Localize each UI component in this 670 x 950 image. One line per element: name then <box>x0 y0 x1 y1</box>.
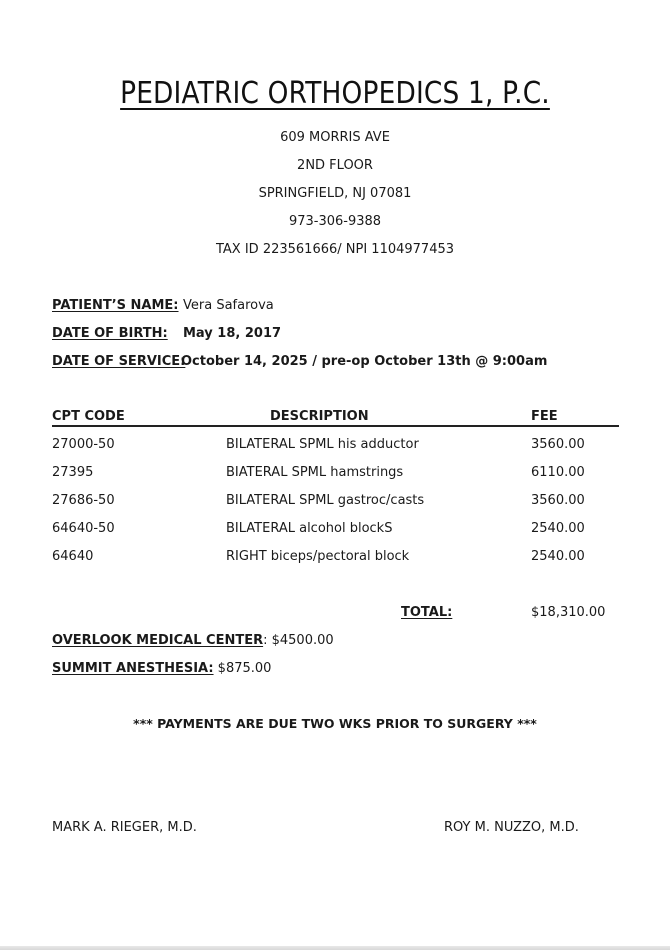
description: BILATERAL alcohol blockS <box>226 521 393 536</box>
overlook-charge <box>52 633 334 648</box>
practice-name-title: PEDIATRIC ORTHOPEDICS 1, P.C. <box>120 76 550 111</box>
patient-name-value: Vera Safarova <box>183 298 274 313</box>
cpt-code: 27000-50 <box>52 437 115 452</box>
total-value: $18,310.00 <box>531 605 606 620</box>
column-header-fee: FEE <box>531 409 558 424</box>
patient-name-label: PATIENT’S NAME: <box>52 298 179 313</box>
address-floor: 2ND FLOOR <box>297 158 373 173</box>
address-street: 609 MORRIS AVE <box>280 130 390 145</box>
description: BILATERAL SPML his adductor <box>226 437 419 452</box>
cpt-code: 27395 <box>52 465 94 480</box>
description: BILATERAL SPML gastroc/casts <box>226 493 425 508</box>
signature-right: ROY M. NUZZO, M.D. <box>444 820 579 835</box>
cpt-code: 64640 <box>52 549 94 564</box>
total-label: TOTAL: <box>401 605 453 620</box>
page-bottom-edge <box>0 946 670 950</box>
description: BIATERAL SPML hamstrings <box>226 465 404 480</box>
dob-value: May 18, 2017 <box>183 326 282 341</box>
signature-left: MARK A. RIEGER, M.D. <box>52 820 197 835</box>
description: RIGHT biceps/pectoral block <box>226 549 410 564</box>
anesthesia-label: SUMMIT ANESTHESIA: <box>52 661 214 676</box>
header-underline <box>52 425 619 427</box>
address-city: SPRINGFIELD, NJ 07081 <box>258 186 412 201</box>
overlook-label: OVERLOOK MEDICAL CENTER <box>52 633 264 648</box>
fee: 2540.00 <box>531 549 585 564</box>
fee: 3560.00 <box>531 493 585 508</box>
cpt-code: 64640-50 <box>52 521 115 536</box>
payment-notice: *** PAYMENTS ARE DUE TWO WKS PRIOR TO SURGERY *** <box>133 716 537 731</box>
dob-label: DATE OF BIRTH: <box>52 326 168 341</box>
fee: 6110.00 <box>531 465 585 480</box>
fee: 3560.00 <box>531 437 585 452</box>
overlook-value: : $4500.00 <box>263 633 334 648</box>
anesthesia-charge <box>52 661 271 676</box>
column-header-description: DESCRIPTION <box>270 409 369 424</box>
dos-label: DATE OF SERVICE: <box>52 354 186 369</box>
cpt-code: 27686-50 <box>52 493 115 508</box>
tax-npi: TAX ID 223561666/ NPI 1104977453 <box>215 242 455 257</box>
phone-number: 973-306-9388 <box>288 214 382 229</box>
fee: 2540.00 <box>531 521 585 536</box>
column-header-cpt: CPT CODE <box>52 409 125 424</box>
dos-value: October 14, 2025 / pre-op October 13th @ 9:00am <box>181 354 548 369</box>
anesthesia-value: $875.00 <box>213 661 272 676</box>
